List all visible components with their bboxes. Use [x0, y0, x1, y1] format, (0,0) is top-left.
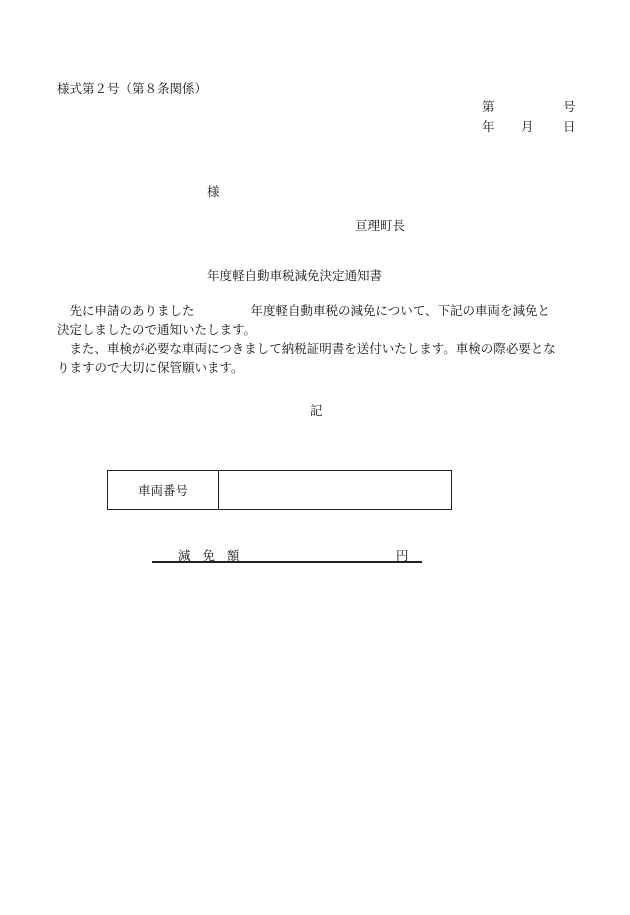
body-paragraph-1-start: 先に申請のありました	[69, 303, 195, 318]
form-reference: 様式第２号（第８条関係）	[57, 81, 208, 96]
date-month: 月	[521, 119, 534, 134]
vehicle-number-value	[219, 471, 452, 510]
body-paragraph-1	[57, 301, 557, 339]
date-day: 日	[563, 119, 576, 134]
date-year: 年	[482, 119, 495, 134]
document-title: 年度軽自動車税減免決定通知書	[207, 268, 383, 283]
table-row	[108, 471, 452, 510]
document-number-suffix: 号	[563, 99, 576, 114]
ki-heading: 記	[310, 403, 323, 418]
body-paragraph-2	[57, 339, 557, 377]
addressee-suffix: 様	[207, 184, 220, 199]
body-paragraph-2-text: また、車検が必要な車両につきまして納税証明書を送付いたします。車検の際必要となりますので大切に保管願います。	[57, 341, 556, 375]
vehicle-number-label: 車両番号	[108, 471, 219, 510]
issuer-name: 亘理町長	[355, 218, 406, 233]
notice-body	[57, 301, 557, 377]
reduction-amount-unit: 円	[396, 548, 409, 563]
document-number-prefix: 第	[482, 99, 495, 114]
reduction-amount-label: 減免額	[178, 548, 252, 563]
body-paragraph-1-rest: 年度軽自動車税の減免について、下記の車両を減免と決定しましたので通知いたします。	[57, 303, 551, 337]
vehicle-number-table	[107, 470, 452, 510]
reduction-amount-line	[152, 545, 422, 563]
